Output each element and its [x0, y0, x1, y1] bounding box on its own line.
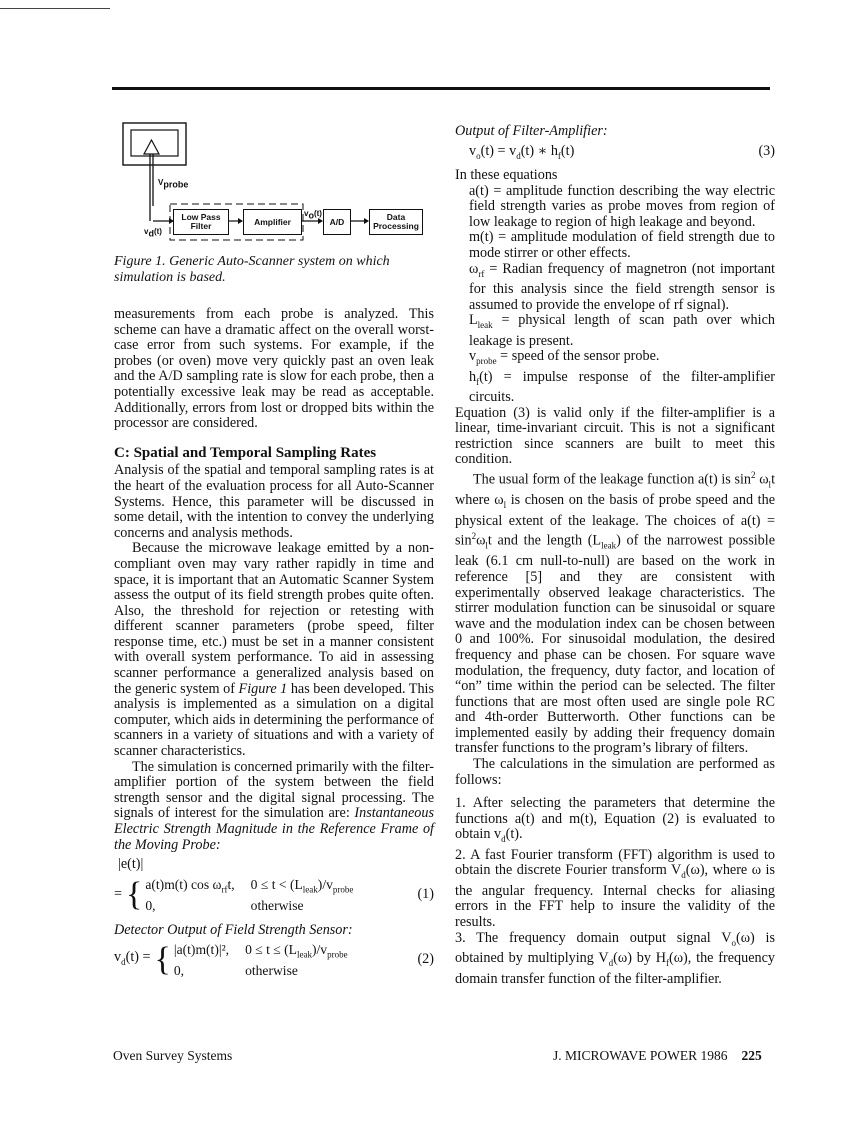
scan-edge-mark	[0, 8, 110, 9]
figure-caption: Figure 1. Generic Auto-Scanner system on which simulation is based.	[114, 254, 390, 285]
left-paragraph-4: The simulation is concerned primarily with the filter-amplifier portion of the system between the field strength sensor and the digital signal processing. The signals of interest for the simulation are: Instantaneous Electric Strength Magnitude in the Reference Frame of the Moving Probe:	[114, 758, 434, 853]
step-3: 3. The frequency domain output signal $V_o(\omega)$ is obtained by multiplying $V_d(\omega)$ by $H_f(\omega)$, the frequency domain transfer function of the filter-amplifier.	[455, 929, 775, 987]
steps-list	[455, 796, 775, 987]
left-column	[114, 118, 434, 982]
journal-name: J. MICROWAVE POWER 1986	[553, 1048, 728, 1063]
definition-a: a(t) = amplitude function describing the way electric field strength varies as probe moves from region of low leakage to region of high leakage and beyond.	[469, 182, 775, 230]
left-paragraph-1: measurements from each probe is analyzed. This scheme can have a dramatic affect on the overall worst-case error from such systems. For example, if the probes (or oven) move very quickly past an oven leak and the A/D sampling rate is slow for each probe, then a potentially excessive leak may be read as acceptable. Additionally, errors from lost or dropped bits within the processor are considered.	[114, 306, 434, 432]
definition-v: $v_{probe}$ = speed of the sensor probe.	[469, 348, 660, 367]
equation-2-number: (2)	[417, 951, 434, 968]
section-heading-c: C: Spatial and Temporal Sampling Rates	[114, 444, 377, 461]
definition-h: $h_f(t)$ = impulse response of the filter-amplifier circuits.	[469, 368, 775, 406]
equation-1: = { a(t)m(t) $\cos \omega_{rf}t$, $0 \le t < (L_{leak})/v_{probe}$ 0, otherwise (1)	[114, 875, 434, 913]
definitions-list	[469, 184, 775, 406]
equation-3-number: (3)	[758, 142, 775, 159]
left-paragraph-3: Because the microwave leakage emitted by a non-compliant oven may vary rather rapidly in time and space, it is important that an Automatic Scanner System assess the output of its field strength probes quite often. Also, the threshold for rejection or retesting with different scanner parameters (probe speed, filter response time, etc.) must be set in a manner consistent with overall system performance. To aid in assessing scanner performance a generalized analysis based on the generic system of Figure 1 has been developed. This analysis is implemented as a simulation on a digital computer, which aids in determining the performance of scanners in a variety of situations and with a variety of scanner characteristics.	[114, 540, 435, 760]
figure-1	[114, 118, 434, 254]
equation-1-number: (1)	[417, 885, 434, 902]
step-2: 2. A fast Fourier transform (FFT) algorithm is used to obtain the discrete Fourier transform $V_d(\omega)$, where ω is the angular frequency. Internal checks for aliasing errors in the FFT help to insure the validity of the results.	[455, 846, 775, 931]
running-footer-title: Oven Survey Systems	[113, 1048, 233, 1063]
definition-omega: $\omega_{rf}$ = Radian frequency of magnetron (not important for this analysis since the field strength sensor is assumed to provide the envelope of rf signal).	[469, 260, 775, 313]
page-number: 225	[741, 1048, 762, 1063]
header-rule	[112, 87, 770, 90]
right-paragraph-1: Equation (3) is valid only if the filter-amplifier is a linear, time-invariant circuit. This is not a significant restriction since scanners are built to meet this condition.	[455, 404, 775, 468]
ad-box: A/D	[323, 209, 351, 235]
right-column	[455, 118, 775, 987]
equation-3: $v_o(t) = v_d(t)$ ∗ $h_f(t)$ (3)	[469, 144, 775, 164]
definition-L: $L_{leak}$ = physical length of scan path over which leakage is present.	[469, 312, 775, 349]
detector-heading: Detector Output of Field Strength Sensor:	[114, 921, 353, 938]
right-paragraph-2: The usual form of the leakage function a(t) is $\sin^2 \omega_lt$ where $\omega_l$ is chosen on the basis of probe speed and the physical extent of the leakage. The choices of $a(t) = \sin^2\omega_lt$ and the length $(L_{leak})$ of the narrowest possible leak (6.1 cm null-to-null) are based on the work in reference [5] and they are consistent with experimentally observed leakage characteristics. The stirrer modulation function can be sinusoidal or square wave and the modulation index can be chosen between 0 and 100%. For sinusoidal modulation, the desired frequency and phase can be chosen. For square wave modulation, the frequency, duty factor, and location of “on” time within the period can be selected. The filter functions that are most often used are single pole RC and 4th-order Butterworth. Other functions can be implemented easily by adding their frequency domain transfer functions to the program’s library of filters.	[455, 470, 776, 757]
equation-2: $v_d(t)$ = { |a(t)m(t)|², $0 \le t \le (L_{leak})/v_{probe}$ 0, otherwise (2)	[114, 940, 434, 978]
vo-label: $v_o(t)$	[304, 209, 322, 221]
low-pass-filter-box: Low Pass Filter	[173, 209, 229, 235]
probe-label: $V_{probe}$	[158, 178, 189, 190]
equation-1-lhs: |e(t)|	[118, 856, 144, 873]
vd-label: $v_d(t)$	[144, 227, 162, 239]
data-processing-box: Data Processing	[369, 209, 423, 235]
definition-m: m(t) = amplitude modulation of field strength due to mode stirrer or other effects.	[469, 229, 775, 261]
filter-heading: Output of Filter-Amplifier:	[455, 123, 608, 139]
amplifier-box: Amplifier	[243, 209, 302, 235]
in-these-equations: In these equations	[455, 167, 558, 184]
left-paragraph-2: Analysis of the spatial and temporal sampling rates is at the heart of the evaluation process for all Auto-Scanner Systems. Hence, this parameter will be discussed in some detail, with the intention to convey the underlying concerns and analysis methods.	[114, 462, 434, 541]
running-footer-journal	[553, 1048, 762, 1064]
right-paragraph-3: The calculations in the simulation are performed as follows:	[455, 756, 775, 788]
step-1: 1. After selecting the parameters that determine the functions a(t) and m(t), Equation (2) is evaluated to obtain $v_d(t)$.	[455, 795, 775, 845]
